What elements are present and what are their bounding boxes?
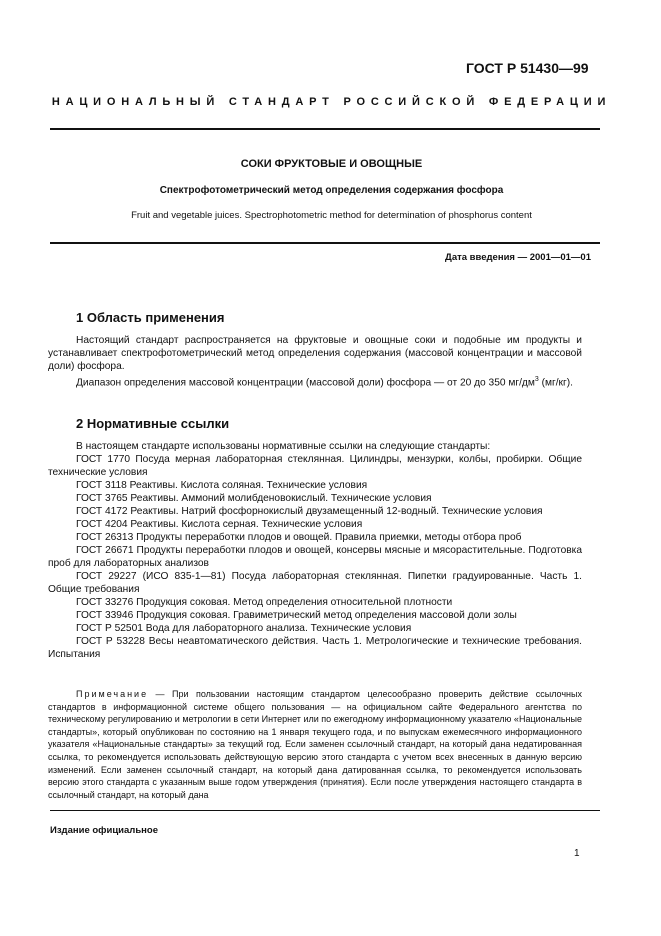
top-rule [50, 128, 600, 130]
range-text: Диапазон определения массовой концентрации (массовой доли) фосфора — от 20 до 350 мг/дм [76, 377, 535, 389]
note-text: — При пользовании настоящим стандартом целесообразно проверить действие ссылочных стандартов в информационной системе общего пользования — на официальном сайте Федерального агентства по техническому регулированию и метрологии в сети Интернет или по ежегодному информационному указателю «Национальные стандарты», который опубликован по состоянию на 1 января текущего года, и по выпускам ежемесячного информационного указателя «Национальные стандарты» за текущий год. Если заменен ссылочный стандарт, на который дана недатированная ссылка, то рекомендуется использовать действующую версию этого стандарта с учетом всех внесенных в данную версию изменений. Если заменен ссылочный стандарт, на который дана датированная ссылка, то рекомендуется использовать версию этого стандарта с указанным выше годом утверждения (принятия). Если после утверждения настоящего стандарта в ссылочный стандарт, на который дана [48, 689, 582, 800]
document-subtitle: Спектрофотометрический метод определения содержания фосфора [159, 185, 504, 196]
reference-item: ГОСТ 26671 Продукты переработки плодов и овощей, консервы мясные и мясорастительные. Подготовка проб для лабораторных анализов [48, 545, 582, 569]
reference-item: ГОСТ 4172 Реактивы. Натрий фосфорнокислый двузамещенный 12-водный. Технические условия [76, 506, 543, 517]
note-block [48, 688, 582, 801]
note-label: Примечание [76, 689, 149, 699]
title-rule [50, 242, 600, 244]
section-2-heading: 2 Нормативные ссылки [76, 416, 230, 431]
national-standard-heading: НАЦИОНАЛЬНЫЙ СТАНДАРТ РОССИЙСКОЙ ФЕДЕРАЦИИ [51, 96, 612, 108]
section-1-paragraph-2 [48, 373, 582, 389]
reference-item: ГОСТ 4204 Реактивы. Кислота серная. Технические условия [76, 519, 363, 530]
reference-item: ГОСТ 3118 Реактивы. Кислота соляная. Технические условия [76, 480, 368, 491]
reference-item: ГОСТ 1770 Посуда мерная лабораторная стеклянная. Цилиндры, мензурки, колбы, пробирки. Общие технические условия [48, 454, 582, 478]
reference-item: ГОСТ 33946 Продукция соковая. Гравиметрический метод определения массовой доли золы [76, 610, 517, 621]
english-title: Fruit and vegetable juices. Spectrophotometric method for determination of phosphorus content [131, 210, 532, 221]
edition-label: Издание официальное [50, 825, 158, 836]
reference-item: ГОСТ 33276 Продукция соковая. Метод определения относительной плотности [76, 597, 453, 608]
range-unit-text: (мг/кг). [538, 377, 573, 389]
reference-item: ГОСТ Р 52501 Вода для лабораторного анализа. Технические условия [76, 623, 412, 634]
document-title: СОКИ ФРУКТОВЫЕ И ОВОЩНЫЕ [240, 158, 423, 170]
section-1-body [48, 334, 582, 389]
reference-item: ГОСТ Р 53228 Весы неавтоматического действия. Часть 1. Метрологические и технические требования. Испытания [48, 636, 582, 660]
footer-rule [50, 810, 600, 811]
introduction-date: Дата введения — 2001—01—01 [445, 252, 591, 263]
unit-superscript: 3 [534, 376, 539, 383]
section-1-paragraph-1: Настоящий стандарт распространяется на фруктовые и овощные соки и подобные им продукты и устанавливает спектрофотометрический метод определения содержания (массовой концентрации и массовой доли) фосфора. [48, 335, 582, 372]
reference-item: ГОСТ 3765 Реактивы. Аммоний молибденовокислый. Технические условия [76, 493, 432, 504]
section-1-heading: 1 Область применения [76, 310, 225, 325]
reference-item: ГОСТ 26313 Продукты переработки плодов и овощей. Правила приемки, методы отбора проб [76, 532, 522, 543]
reference-item: ГОСТ 29227 (ИСО 835-1—81) Посуда лабораторная стеклянная. Пипетки градуированные. Часть 1. Общие требования [48, 571, 582, 595]
page-number: 1 [574, 848, 580, 859]
section-2-body [48, 440, 582, 661]
section-2-intro: В настоящем стандарте использованы нормативные ссылки на следующие стандарты: [76, 441, 491, 452]
standard-code: ГОСТ Р 51430—99 [466, 60, 589, 76]
